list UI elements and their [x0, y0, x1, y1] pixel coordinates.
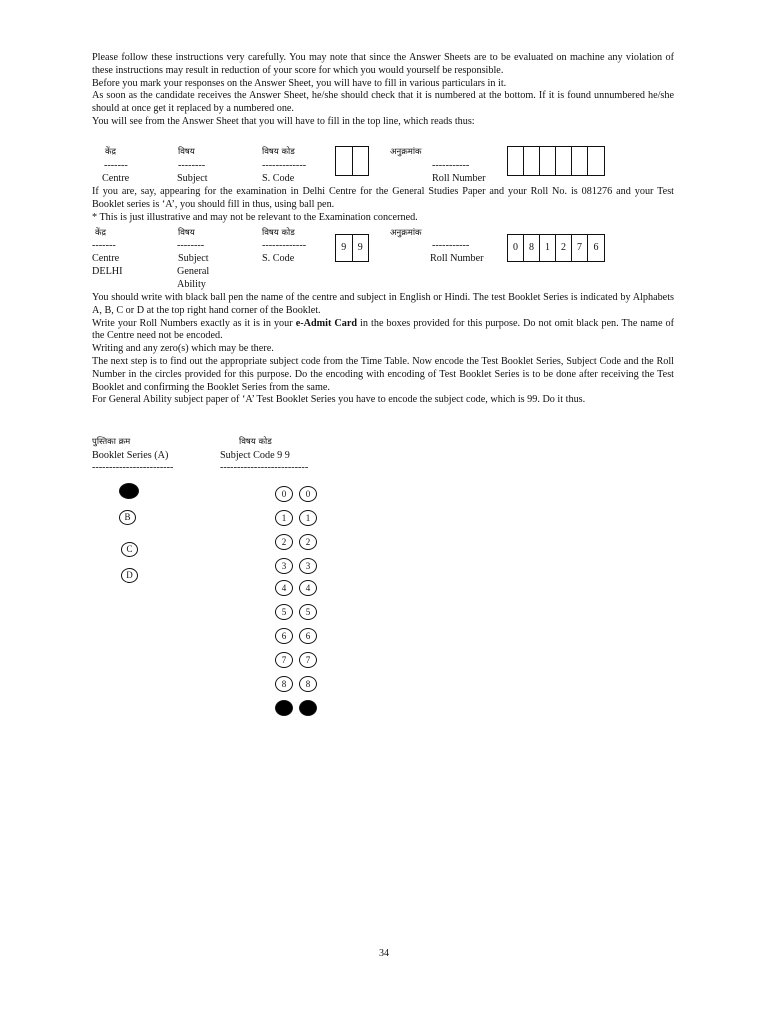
scode-digit: 9	[357, 241, 363, 253]
code-digit-label: 1	[281, 512, 287, 523]
code-digit-bubble-7[interactable]	[299, 652, 317, 668]
code-digit-label: 5	[305, 606, 311, 617]
example-paragraph: If you are, say, appearing for the examination in Delhi Centre for the General Studies Paper and your Roll No. is 081276 and your Test Booklet series is ‘A’, you should fill in thus, using ball pen.	[92, 186, 674, 210]
booklet-series-label: Booklet Series (A)	[92, 450, 169, 461]
code-digit-bubble-7[interactable]	[275, 652, 293, 668]
hindi-subject-label: विषय	[178, 147, 195, 157]
roll-box	[524, 147, 540, 175]
subject-dash: --------	[177, 240, 205, 251]
series-bubble-a[interactable]	[119, 483, 139, 499]
intro-paragraph: Please follow these instructions very carefully. You may note that since the Answer Sheets are to be evaluated on machine any violation of these instructions may result in reduction of your score for which you would yourself be responsible.	[92, 52, 674, 76]
roll-digit: 7	[572, 235, 588, 261]
subject-label: Subject	[177, 173, 208, 184]
code-digit-bubble-2[interactable]	[275, 534, 293, 550]
scode-boxes-filled	[335, 234, 369, 262]
scode-box	[336, 147, 353, 175]
roll-boxes-blank	[507, 146, 605, 176]
subject-label: Subject	[178, 253, 209, 264]
code-digit-bubble-3[interactable]	[299, 558, 317, 574]
code-digit-label: 4	[281, 582, 287, 593]
code-digit-bubble-8[interactable]	[299, 676, 317, 692]
rules-paragraph: For General Ability subject paper of ‘A’ Test Booklet Series you have to encode the subject code, which is 99. Do it thus.	[92, 394, 586, 406]
hindi-centre-label: केंद्र	[105, 147, 117, 157]
scode-dash: -------------	[262, 160, 307, 171]
roll-box	[556, 147, 572, 175]
page-number: 34	[379, 948, 389, 959]
code-digit-label: 2	[305, 536, 311, 547]
centre-dash: -------	[92, 240, 116, 251]
rules-text: in the boxes provided for this purpose. Do not omit black pen. The name of the Centre need not be encoded.	[92, 317, 674, 342]
roll-box	[540, 147, 556, 175]
roll-box	[572, 147, 588, 175]
code-digit-bubble-0[interactable]	[275, 486, 293, 502]
roll-boxes-filled	[507, 234, 605, 262]
centre-label: Centre	[102, 173, 130, 184]
hindi-scode-label: विषय कोड	[262, 228, 295, 238]
scode-box	[353, 147, 369, 175]
series-bubble-d[interactable]	[121, 568, 138, 583]
series-bubble-letter: B	[124, 512, 131, 522]
roll-dash: -----------	[432, 160, 470, 171]
code-digit-bubble-6[interactable]	[299, 628, 317, 644]
code-digit-bubble-5[interactable]	[299, 604, 317, 620]
code-digit-bubble-1[interactable]	[275, 510, 293, 526]
code-digit-label: 3	[281, 560, 287, 571]
roll-digit: 6	[593, 241, 599, 253]
subject-code-label: Subject Code 9 9	[220, 450, 290, 461]
subject-dash: --------	[178, 160, 206, 171]
hindi-series-label: पुस्तिका क्रम	[92, 437, 131, 447]
code-digit-label: 8	[281, 678, 287, 689]
rules-paragraph: You should write with black ball pen the name of the centre and subject in English or Hindi. The test Booklet Series is indicated by Alphabets A, B, C or D at the top right hand corner of the Booklet.	[92, 292, 674, 316]
series-bubble-letter: C	[126, 544, 133, 554]
code-digit-bubble-8[interactable]	[275, 676, 293, 692]
code-digit-bubble-3[interactable]	[275, 558, 293, 574]
hindi-subject-label: विषय	[178, 228, 195, 238]
code-digit-label: 8	[305, 678, 311, 689]
code-digit-label: 1	[305, 512, 311, 523]
code-digit-bubble-5[interactable]	[275, 604, 293, 620]
rules-block	[92, 292, 674, 407]
code-digit-bubble-6[interactable]	[275, 628, 293, 644]
roll-digit: 0	[508, 235, 524, 261]
rules-paragraph	[92, 318, 674, 344]
intro-paragraph: You will see from the Answer Sheet that you will have to fill in the top line, which reads thus:	[92, 115, 475, 127]
subject-value: Ability	[177, 279, 206, 290]
code-digit-bubble-2[interactable]	[299, 534, 317, 550]
intro-paragraph: Before you mark your responses on the Answer Sheet, you will have to fill in various particulars in it.	[92, 77, 507, 89]
code-digit-bubble-1[interactable]	[299, 510, 317, 526]
illustrative-note: * This is just illustrative and may not be relevant to the Examination concerned.	[92, 211, 418, 223]
roll-dash: -----------	[432, 240, 470, 251]
hindi-roll-label: अनुक्रमांक	[390, 147, 422, 157]
rules-text: Write your Roll Numbers exactly as it is in your	[92, 317, 296, 329]
code-digit-bubble-4[interactable]	[275, 580, 293, 596]
centre-value: DELHI	[92, 266, 123, 277]
roll-digit: 1	[540, 235, 556, 261]
code-dash: --------------------------	[220, 462, 309, 473]
scode-boxes-blank	[335, 146, 369, 176]
code-digit-label: 7	[281, 654, 287, 665]
code-digit-label: 3	[305, 560, 311, 571]
code-digit-label: 7	[305, 654, 311, 665]
intro-paragraph: As soon as the candidate receives the Answer Sheet, he/she should check that it is numbered at the bottom. If it is found unnumbered he/she should at once get it replaced by a numbered one.	[92, 90, 674, 115]
code-digit-bubble-0[interactable]	[299, 486, 317, 502]
roll-box	[508, 147, 524, 175]
hindi-centre-label: केंद्र	[95, 228, 107, 238]
roll-digit: 8	[524, 235, 540, 261]
scode-label: S. Code	[262, 173, 295, 184]
roll-box	[588, 147, 604, 175]
intro-block	[92, 52, 674, 129]
example-block	[92, 186, 674, 224]
roll-label: Roll Number	[432, 173, 486, 184]
code-digit-label: 2	[281, 536, 287, 547]
scode-dash: -------------	[262, 240, 307, 251]
scode-label: S. Code	[262, 253, 295, 264]
code-digit-label: 4	[305, 582, 311, 593]
admit-card-term: e-Admit Card	[295, 317, 358, 329]
code-digit-bubble-9[interactable]	[275, 700, 293, 716]
roll-label: Roll Number	[430, 253, 484, 264]
code-digit-label: 6	[305, 630, 311, 641]
rules-paragraph: The next step is to find out the appropriate subject code from the Time Table. Now encode the Test Booklet Series, Subject Code and the Roll Number in the circles provided for this purpose. Do the encoding with encoding of Test Booklet Series is to be done after receiving the Test Booklet and confirming the Booklet Series from the same.	[92, 355, 674, 393]
centre-dash: -------	[104, 160, 128, 171]
code-digit-bubble-4[interactable]	[299, 580, 317, 596]
series-bubble-letter: D	[126, 570, 133, 580]
roll-digit: 2	[556, 235, 572, 261]
series-dash: ------------------------	[92, 462, 174, 473]
series-bubble-b[interactable]	[119, 510, 136, 525]
code-digit-bubble-9[interactable]	[299, 700, 317, 716]
code-digit-label: 5	[281, 606, 287, 617]
series-bubble-c[interactable]	[121, 542, 138, 557]
centre-label: Centre	[92, 253, 120, 264]
code-digit-label: 6	[281, 630, 287, 641]
code-digit-label: 0	[281, 488, 287, 499]
rules-paragraph: Writing and any zero(s) which may be there.	[92, 343, 274, 355]
subject-value: General	[177, 266, 210, 277]
hindi-roll-label: अनुक्रमांक	[390, 228, 422, 238]
scode-digit: 9	[336, 235, 353, 261]
code-digit-label: 0	[305, 488, 311, 499]
hindi-scode-label: विषय कोड	[262, 147, 295, 157]
hindi-code-label: विषय कोड	[239, 437, 272, 447]
